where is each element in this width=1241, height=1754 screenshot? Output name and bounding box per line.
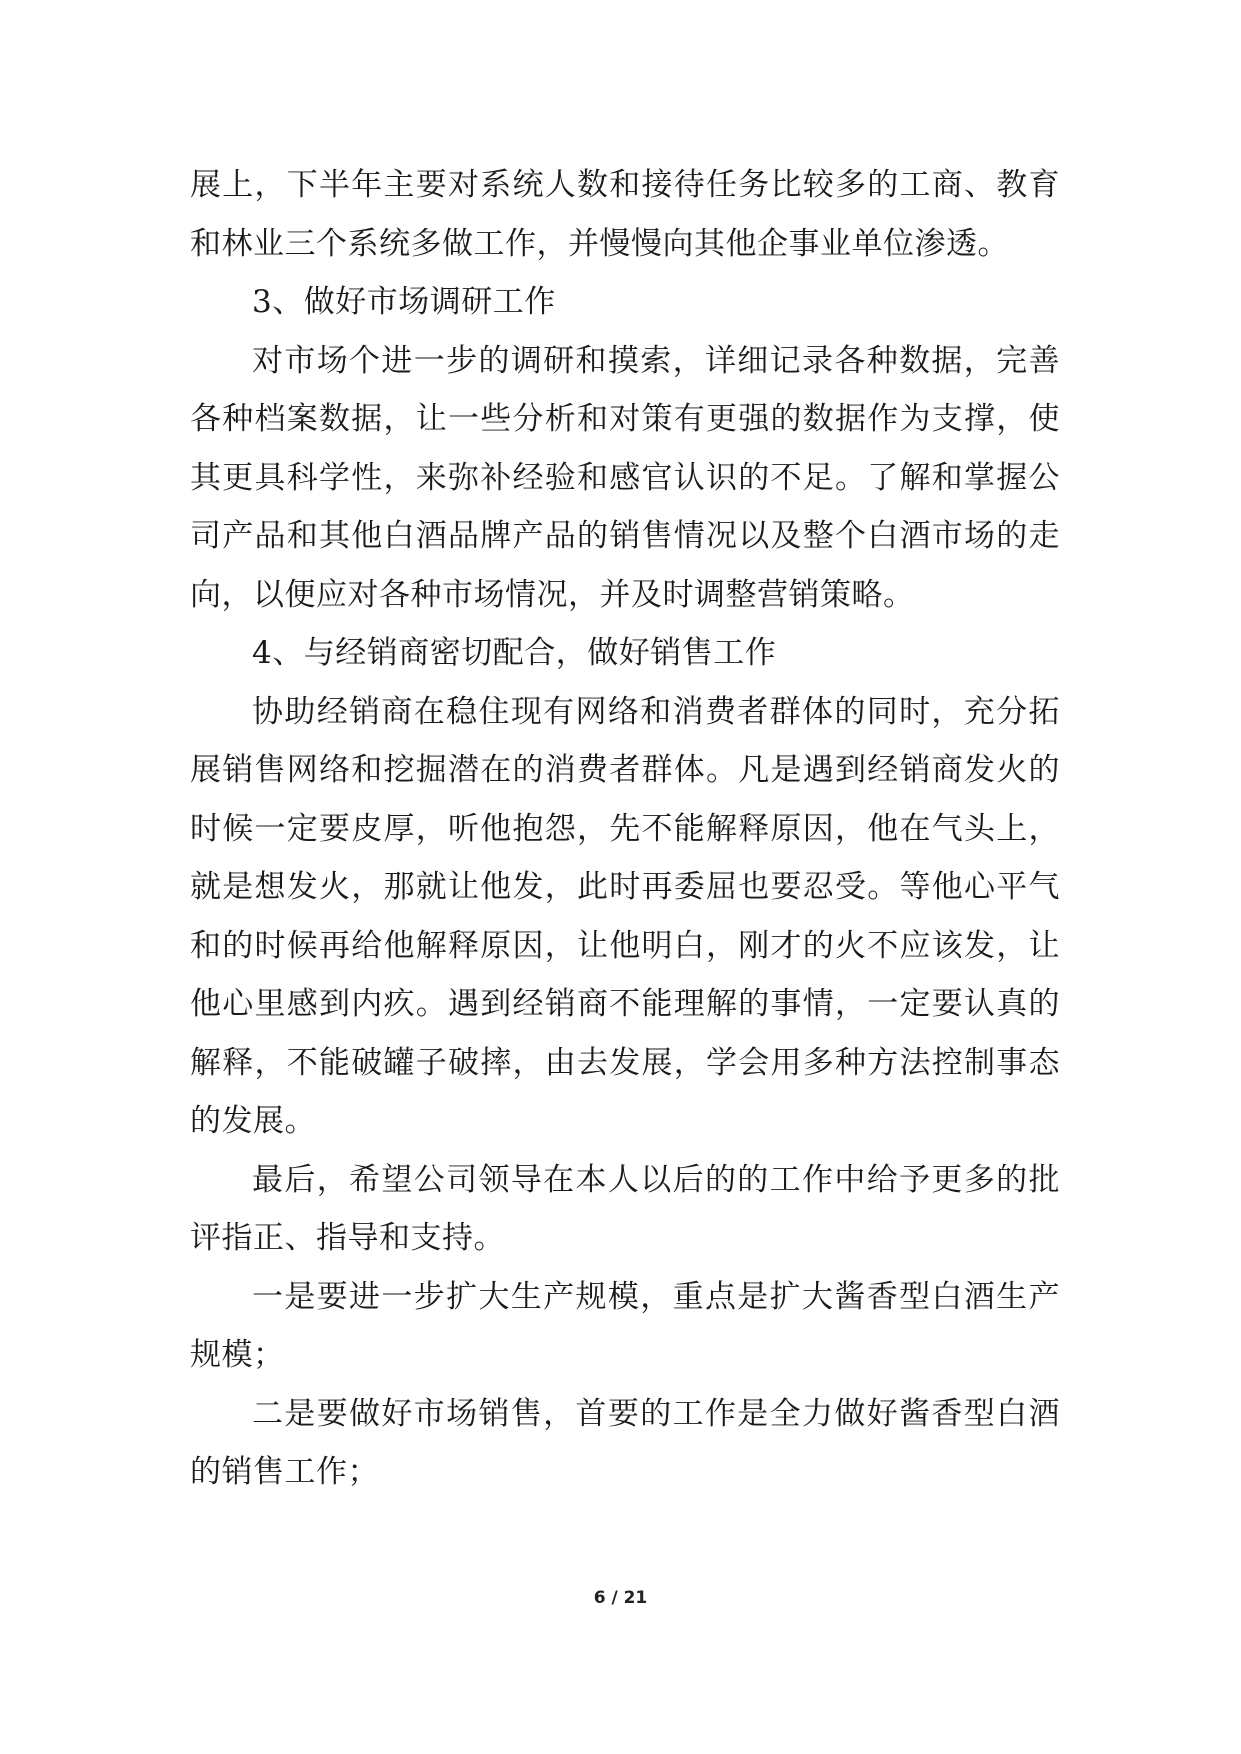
paragraph-point-two: 二是要做好市场销售，首要的工作是全力做好酱香型白酒的销售工作； [190,1395,1060,1490]
paragraph-market-research: 对市场个进一步的调研和摸索，详细记录各种数据，完善各种档案数据，让一些分析和对策有更强的数据作为支撑，使其更具科学性，来弥补经验和感官认识的不足。了解和掌握公司产品和其他白酒品牌产品的销售情况以及整个白酒市场的走向，以便应对各种市场情况，并及时调整营销策略。 [190,342,1060,613]
heading-dealer-cooperation: 4、与经销商密切配合，做好销售工作 [252,635,777,671]
paragraph-point-one: 一是要进一步扩大生产规模，重点是扩大酱香型白酒生产规模； [190,1278,1060,1373]
page-number: 6 / 21 [593,1588,648,1608]
heading-market-research: 3、做好市场调研工作 [252,284,556,320]
document-body [190,156,1060,1502]
paragraph-dealer-cooperation: 协助经销商在稳住现有网络和消费者群体的同时，充分拓展销售网络和挖掘潜在的消费者群体。凡是遇到经销商发火的时候一定要皮厚，听他抱怨，先不能解释原因，他在气头上，就是想发火，那就让他发，此时再委屈也要忍受。等他心平气和的时候再给他解释原因，让他明白，刚才的火不应该发，让他心里感到内疚。遇到经销商不能理解的事情，一定要认真的解释，不能破罐子破摔，由去发展，学会用多种方法控制事态的发展。 [190,693,1060,1139]
paragraph-continuation: 展上，下半年主要对系统人数和接待任务比较多的工商、教育和林业三个系统多做工作，并慢慢向其他企事业单位渗透。 [190,167,1060,262]
paragraph-closing: 最后，希望公司领导在本人以后的的工作中给予更多的批评指正、指导和支持。 [190,1161,1060,1256]
